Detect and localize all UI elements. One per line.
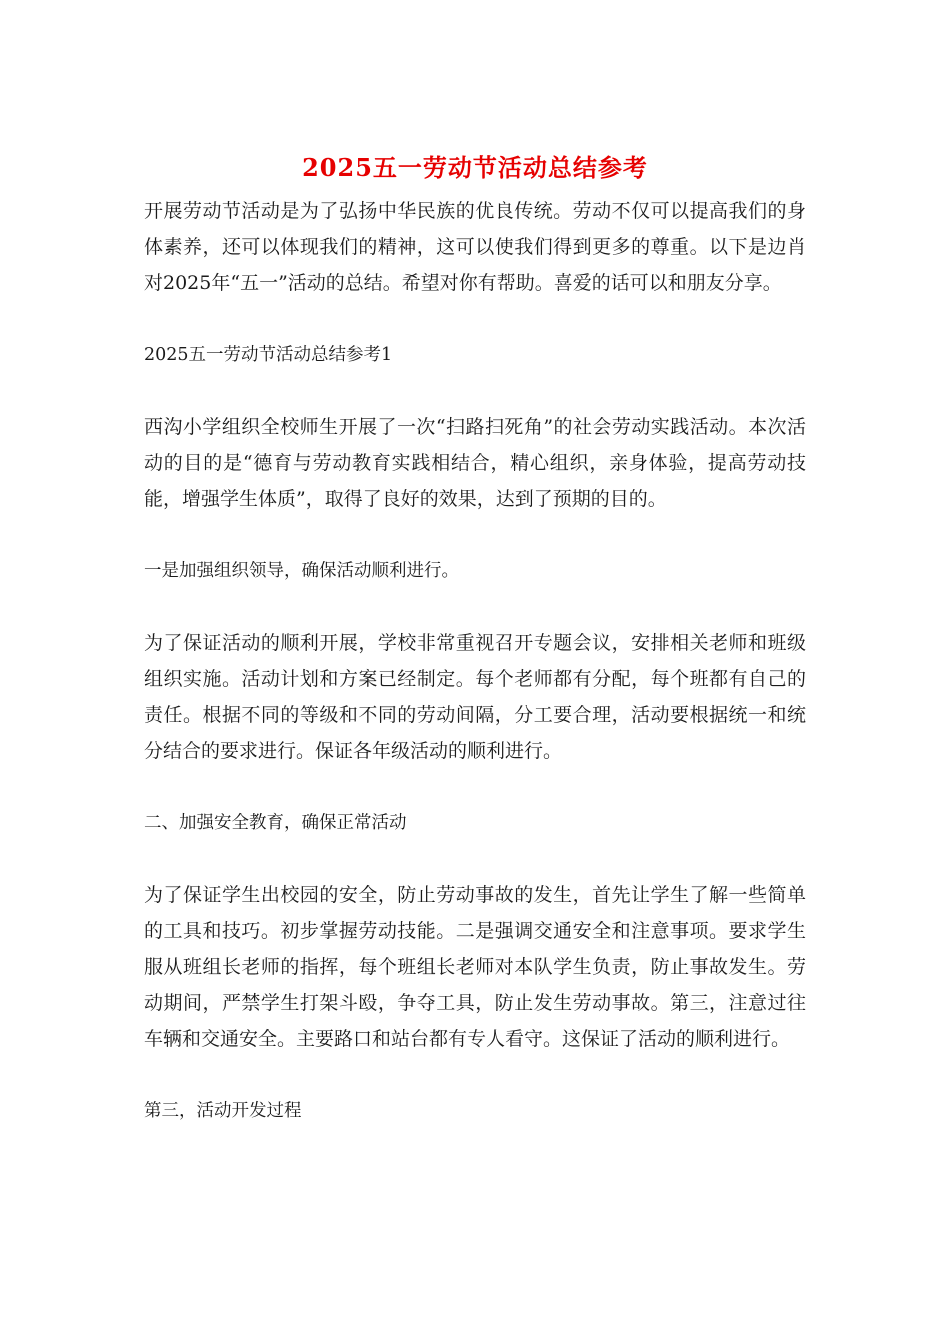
body-paragraph-2: 为了保证活动的顺利开展，学校非常重视召开专题会议，安排相关老师和班级组织实施。活动计划和方案已经制定。每个老师都有分配，每个班都有自己的责任。根据不同的等级和不同的劳动间隔，分工要合理，活动要根据统一和统分结合的要求进行。保证各年级活动的顺利进行。	[144, 632, 806, 762]
subheading-2: 二、加强安全教育，确保正常活动	[144, 813, 407, 833]
document-body	[144, 193, 806, 1129]
body-paragraph-3: 为了保证学生出校园的安全，防止劳动事故的发生，首先让学生了解一些简单的工具和技巧。初步掌握劳动技能。二是强调交通安全和注意事项。要求学生服从班组长老师的指挥，每个班组长老师对本队学生负责，防止事故发生。劳动期间，严禁学生打架斗殴，争夺工具，防止发生劳动事故。第三，注意过往车辆和交通安全。主要路口和站台都有专人看守。这保证了活动的顺利进行。	[144, 884, 806, 1050]
body-paragraph-1: 西沟小学组织全校师生开展了一次“扫路扫死角”的社会劳动实践活动。本次活动的目的是“德育与劳动教育实践相结合，精心组织，亲身体验，提高劳动技能，增强学生体质”，取得了良好的效果，达到了预期的目的。	[144, 416, 806, 510]
subheading-3: 第三，活动开发过程	[144, 1101, 302, 1121]
paragraph-spacer	[144, 841, 806, 877]
subheading-1: 一是加强组织领导，确保活动顺利进行。	[144, 561, 459, 581]
paragraph-spacer	[144, 373, 806, 409]
section-title: 2025五一劳动节活动总结参考1	[144, 345, 393, 365]
document-title: 2025五一劳动节活动总结参考	[302, 153, 648, 182]
intro-paragraph: 开展劳动节活动是为了弘扬中华民族的优良传统。劳动不仅可以提高我们的身体素养，还可以体现我们的精神，这可以使我们得到更多的尊重。以下是边肖对2025年“五一”活动的总结。希望对你有帮助。喜爱的话可以和朋友分享。	[144, 200, 806, 294]
paragraph-spacer	[144, 589, 806, 625]
paragraph-spacer	[144, 301, 806, 337]
paragraph-spacer	[144, 769, 806, 805]
paragraph-spacer	[144, 517, 806, 553]
paragraph-spacer	[144, 1057, 806, 1093]
